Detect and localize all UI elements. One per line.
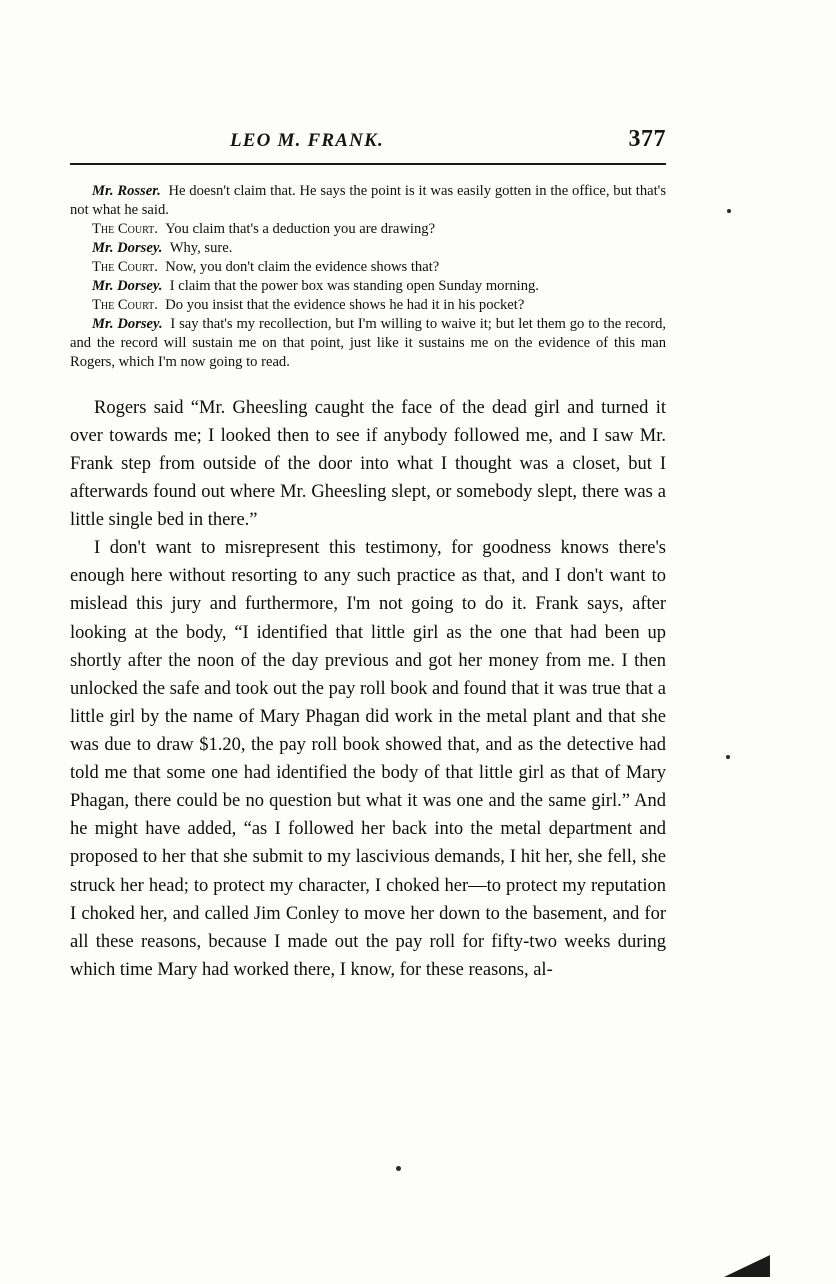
speech-text: Do you insist that the evidence shows he had it in his pocket? (165, 296, 525, 313)
speaker-name: The Court. (92, 220, 158, 237)
speech-text: Why, sure. (169, 239, 233, 256)
speaker-name: Mr. Dorsey. (92, 277, 163, 294)
running-title: LEO M. FRANK. (230, 130, 384, 151)
page-speck (726, 755, 730, 759)
speech-text: Now, you don't claim the evidence shows that? (165, 258, 440, 275)
speaker-name: Mr. Rosser. (92, 183, 161, 199)
transcript-line (70, 315, 666, 372)
speech-text: I say that's my recollection, but I'm willing to waive it; but let them go to the record, and the record will sustain me on that point, just like it sustains me on the evidence of this man Rogers, which I'm now going to read. (70, 315, 667, 370)
narrative-block (70, 394, 666, 984)
speaker-name: The Court. (92, 258, 158, 275)
speech-text: He doesn't claim that. He says the point is it was easily gotten in the office, but that's not what he said. (70, 183, 666, 218)
speech-text: I claim that the power box was standing open Sunday morning. (169, 277, 539, 294)
page-speck (396, 1166, 401, 1171)
speaker-name: Mr. Dorsey. (92, 315, 163, 332)
corner-mark (724, 1255, 770, 1277)
page-speck (727, 209, 731, 213)
page-number: 377 (628, 126, 666, 152)
page-header (70, 126, 666, 153)
header-rule (70, 163, 666, 165)
transcript-line (70, 258, 666, 277)
paragraph: I don't want to misrepresent this testimony, for goodness knows there's enough here without resorting to any such practice as that, and I don't want to mislead this jury and furthermore, I'm not going to do it. Frank says, after looking at the body, “I identified that little girl as the one that had been up shortly after the noon of the day previous and got her money from me. I then unlocked the safe and took out the pay roll book and found that it was true that a little girl by the name of Mary Phagan did work in the metal plant and that she was due to draw $1.20, the pay roll book showed that, and as the detective had told me that some one had identified the body of that little girl as that of Mary Phagan, there could be no question but what it was one and the same girl.” And he might have added, “as I followed her back into the metal department and proposed to her that she submit to my lascivious demands, I hit her, she fell, she struck her head; to protect my character, I choked her—to protect my reputation I choked her, and called Jim Conley to move her down to the basement, and for all these reasons, because I made out the pay roll for fifty-two weeks during which time Mary had worked there, I know, for these reasons, al- (70, 538, 666, 980)
transcript-line (70, 239, 666, 258)
paragraph: Rogers said “Mr. Gheesling caught the face of the dead girl and turned it over towards me; I looked then to see if anybody followed me, and I saw Mr. Frank step from outside of the door into what I thought was a closet, but I afterwards found out where Mr. Gheesling slept, or somebody slept, there was a little single bed in there.” (70, 397, 666, 531)
speaker-name: Mr. Dorsey. (92, 239, 163, 256)
transcript-line (70, 296, 666, 315)
text-column (70, 182, 666, 984)
transcript-line (70, 182, 666, 220)
transcript-line (70, 220, 666, 239)
speaker-name: The Court. (92, 296, 158, 313)
speech-text: You claim that's a deduction you are drawing? (165, 220, 436, 237)
transcript-block (70, 182, 666, 372)
transcript-line (70, 277, 666, 296)
